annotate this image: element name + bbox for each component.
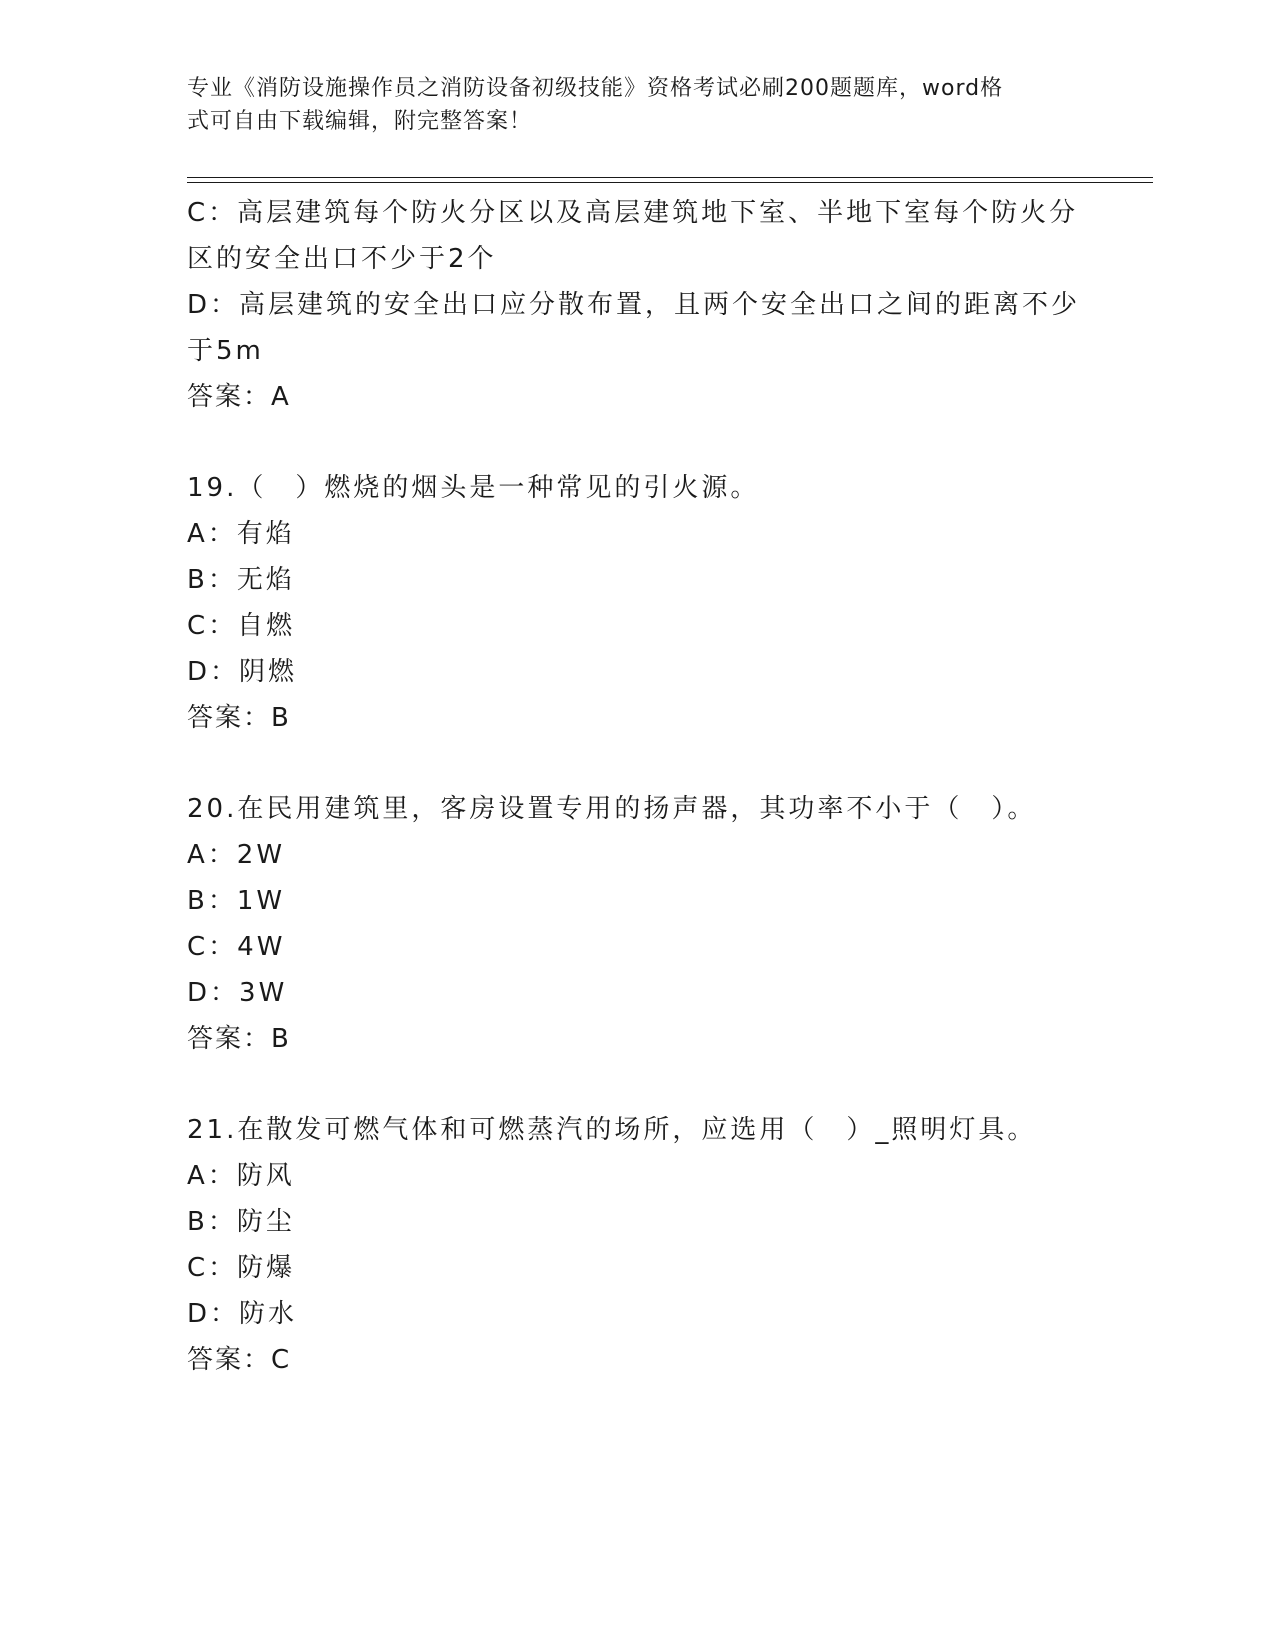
question-stem: 21.在散发可燃气体和可燃蒸汽的场所，应选用（ ）_照明灯具。	[187, 1115, 1037, 1145]
option-d: D：防水	[187, 1299, 298, 1329]
option-c-line-2: 区的安全出口不少于2个	[187, 244, 497, 274]
header-divider-bottom	[187, 182, 1153, 183]
question-19	[187, 465, 1087, 741]
option-b: B：防尘	[187, 1207, 295, 1237]
option-d-line-2: 于5m	[187, 336, 264, 366]
question-21	[187, 1107, 1087, 1383]
option-c: C：防爆	[187, 1253, 296, 1283]
answer: 答案：B	[187, 1024, 291, 1054]
option-b: B：1W	[187, 886, 286, 916]
header-divider-top	[187, 177, 1153, 178]
question-18-continued	[187, 190, 1087, 420]
option-d-line-1: D：高层建筑的安全出口应分散布置，且两个安全出口之间的距离不少	[187, 290, 1081, 320]
option-d: D：阴燃	[187, 657, 298, 687]
question-stem: 19.（ ）燃烧的烟头是一种常见的引火源。	[187, 473, 760, 503]
question-20	[187, 786, 1087, 1062]
header-line-2: 式可自由下载编辑，附完整答案！	[187, 109, 533, 134]
header-line-1: 专业《消防设施操作员之消防设备初级技能》资格考试必刷200题题库，word格	[187, 76, 1004, 101]
option-d: D：3W	[187, 978, 288, 1008]
answer: 答案：C	[187, 1345, 292, 1375]
option-c-line-1: C：高层建筑每个防火分区以及高层建筑地下室、半地下室每个防火分	[187, 198, 1079, 228]
question-list	[187, 190, 1087, 1383]
answer: 答案：B	[187, 703, 291, 733]
answer-18: 答案：A	[187, 382, 291, 412]
option-a: A：防风	[187, 1161, 295, 1191]
option-b: B：无焰	[187, 565, 295, 595]
option-c: C：4W	[187, 932, 286, 962]
document-header	[187, 72, 1067, 138]
option-c: C：自燃	[187, 611, 296, 641]
option-a: A：2W	[187, 840, 286, 870]
question-stem: 20.在民用建筑里，客房设置专用的扬声器，其功率不小于（ ）。	[187, 794, 1037, 824]
option-a: A：有焰	[187, 519, 295, 549]
